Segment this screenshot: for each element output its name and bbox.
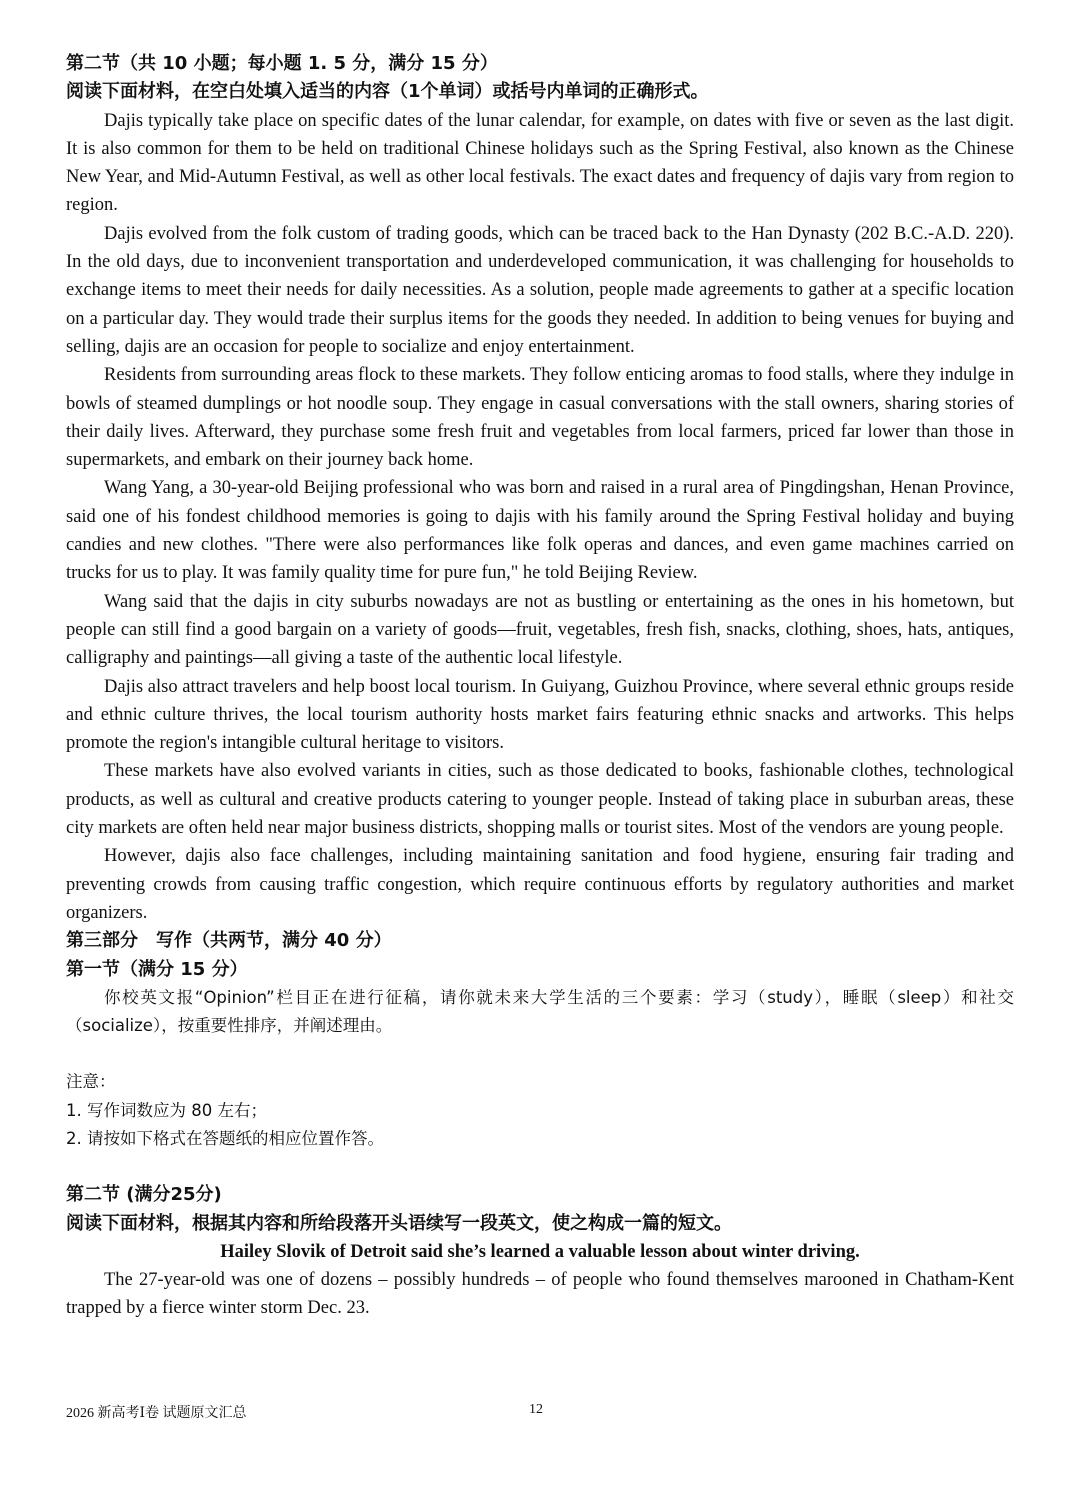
writing-section1-prompt: 你校英文报“Opinion”栏目正在进行征稿，请你就未来大学生活的三个要素：学习（study），睡眠（sleep）和社交（socialize），按重要性排序，并阐述理由。 bbox=[66, 987, 1014, 1036]
footer-source-label: 2026 新高考Ⅰ卷 试题原文汇总 bbox=[66, 1406, 247, 1421]
passage-paragraph-2: Dajis evolved from the folk custom of trading goods, which can be traced back to the Han Dynasty (202 B.C.-A.D. 220). In the old days, due to inconvenient transportation and underdeveloped communication, it was challenging for households to exchange items to meet their needs for daily necessities. As a solution, people made agreements to gather at a specific location on a particular day. They would trade their surplus items for the goods they needed. In addition to being venues for buying and selling, dajis are an occasion for people to socialize and enjoy entertainment. bbox=[66, 223, 1014, 357]
passage-paragraph-1: Dajis typically take place on specific dates of the lunar calendar, for example, on dates with five or seven as the last digit. It is also common for them to be held on traditional Chinese holidays such as the Spring Festival, also known as the Chinese New Year, and Mid-Autumn Festival, as well as other local festivals. The exact dates and frequency of dajis vary from region to region. bbox=[66, 110, 1014, 216]
passage-paragraph-4: Wang Yang, a 30-year-old Beijing professional who was born and raised in a rural area of Pingdingshan, Henan Province, said one of his fondest childhood memories is going to dajis with his family around the Spring Festival holiday and buying candies and new clothes. "There were also performances like folk operas and dances, and even game machines carried on trucks for us to play. It was family quality time for pure fun," he told Beijing Review. bbox=[66, 478, 1014, 584]
writing-section2-instruction: 阅读下面材料，根据其内容和所给段落开头语续写一段英文，使之构成一篇的短文。 bbox=[66, 1212, 732, 1234]
section2-heading: 第二节（共 10 小题；每小题 1. 5 分，满分 15 分） bbox=[66, 53, 498, 74]
passage-paragraph-7: These markets have also evolved variants in cities, such as those dedicated to books, fashionable clothes, technological products, as well as cultural and creative products catering to younger people. Instead of taking place in suburban areas, these city markets are often held near major business districts, shopping malls or tourist sites. Most of the vendors are young people. bbox=[66, 761, 1014, 839]
writing-section2-heading: 第二节 (满分25分) bbox=[66, 1184, 222, 1206]
story-paragraph: The 27-year-old was one of dozens – possibly hundreds – of people who found themselves marooned in Chatham-Kent trapped by a fierce winter storm Dec. 23. bbox=[66, 1270, 1014, 1319]
passage-paragraph-6: Dajis also attract travelers and help boost local tourism. In Guiyang, Guizhou Province, where several ethnic groups reside and ethnic culture thrives, the local tourism authority hosts market fairs featuring ethnic snacks and artworks. This helps promote the region's intangible cultural heritage to visitors. bbox=[66, 676, 1014, 754]
passage-paragraph-3: Residents from surrounding areas flock to these markets. They follow enticing aromas to food stalls, where they indulge in bowls of steamed dumplings or hot noodle soup. They engage in casual conversations with the stall owners, sharing stories of their daily lives. Afterward, they purchase some fresh fruit and vegetables from local farmers, priced far lower than those in supermarkets, and embark on their journey back home. bbox=[66, 365, 1014, 471]
spacer bbox=[66, 1153, 1014, 1181]
writing-section1-heading: 第一节（满分 15 分） bbox=[66, 958, 248, 980]
part3-heading: 第三部分 写作（共两节，满分 40 分） bbox=[66, 930, 392, 952]
section2-instruction: 阅读下面材料，在空白处填入适当的内容（1个单词）或括号内单词的正确形式。 bbox=[66, 81, 709, 103]
note-item-2: 2. 请按如下格式在答题纸的相应位置作答。 bbox=[66, 1128, 384, 1148]
story-title: Hailey Slovik of Detroit said she’s learned a valuable lesson about winter driving. bbox=[220, 1241, 860, 1262]
page-number: 12 bbox=[529, 1402, 543, 1417]
passage-paragraph-5: Wang said that the dajis in city suburbs nowadays are not as bustling or entertaining as the ones in his hometown, but people can still find a good bargain on a variety of goods—fruit, vegetables, fresh fish, snacks, clothing, shoes, hats, antiques, calligraphy and paintings—all giving a taste of the authentic local lifestyle. bbox=[66, 591, 1014, 669]
passage-paragraph-8: However, dajis also face challenges, including maintaining sanitation and food hygiene, ensuring fair trading and preventing crowds from causing traffic congestion, which require continuous efforts by regulatory authorities and market organizers. bbox=[66, 846, 1014, 923]
notes-label: 注意： bbox=[66, 1072, 116, 1092]
note-item-1: 1. 写作词数应为 80 左右； bbox=[66, 1100, 267, 1120]
page-content bbox=[66, 50, 1014, 1323]
